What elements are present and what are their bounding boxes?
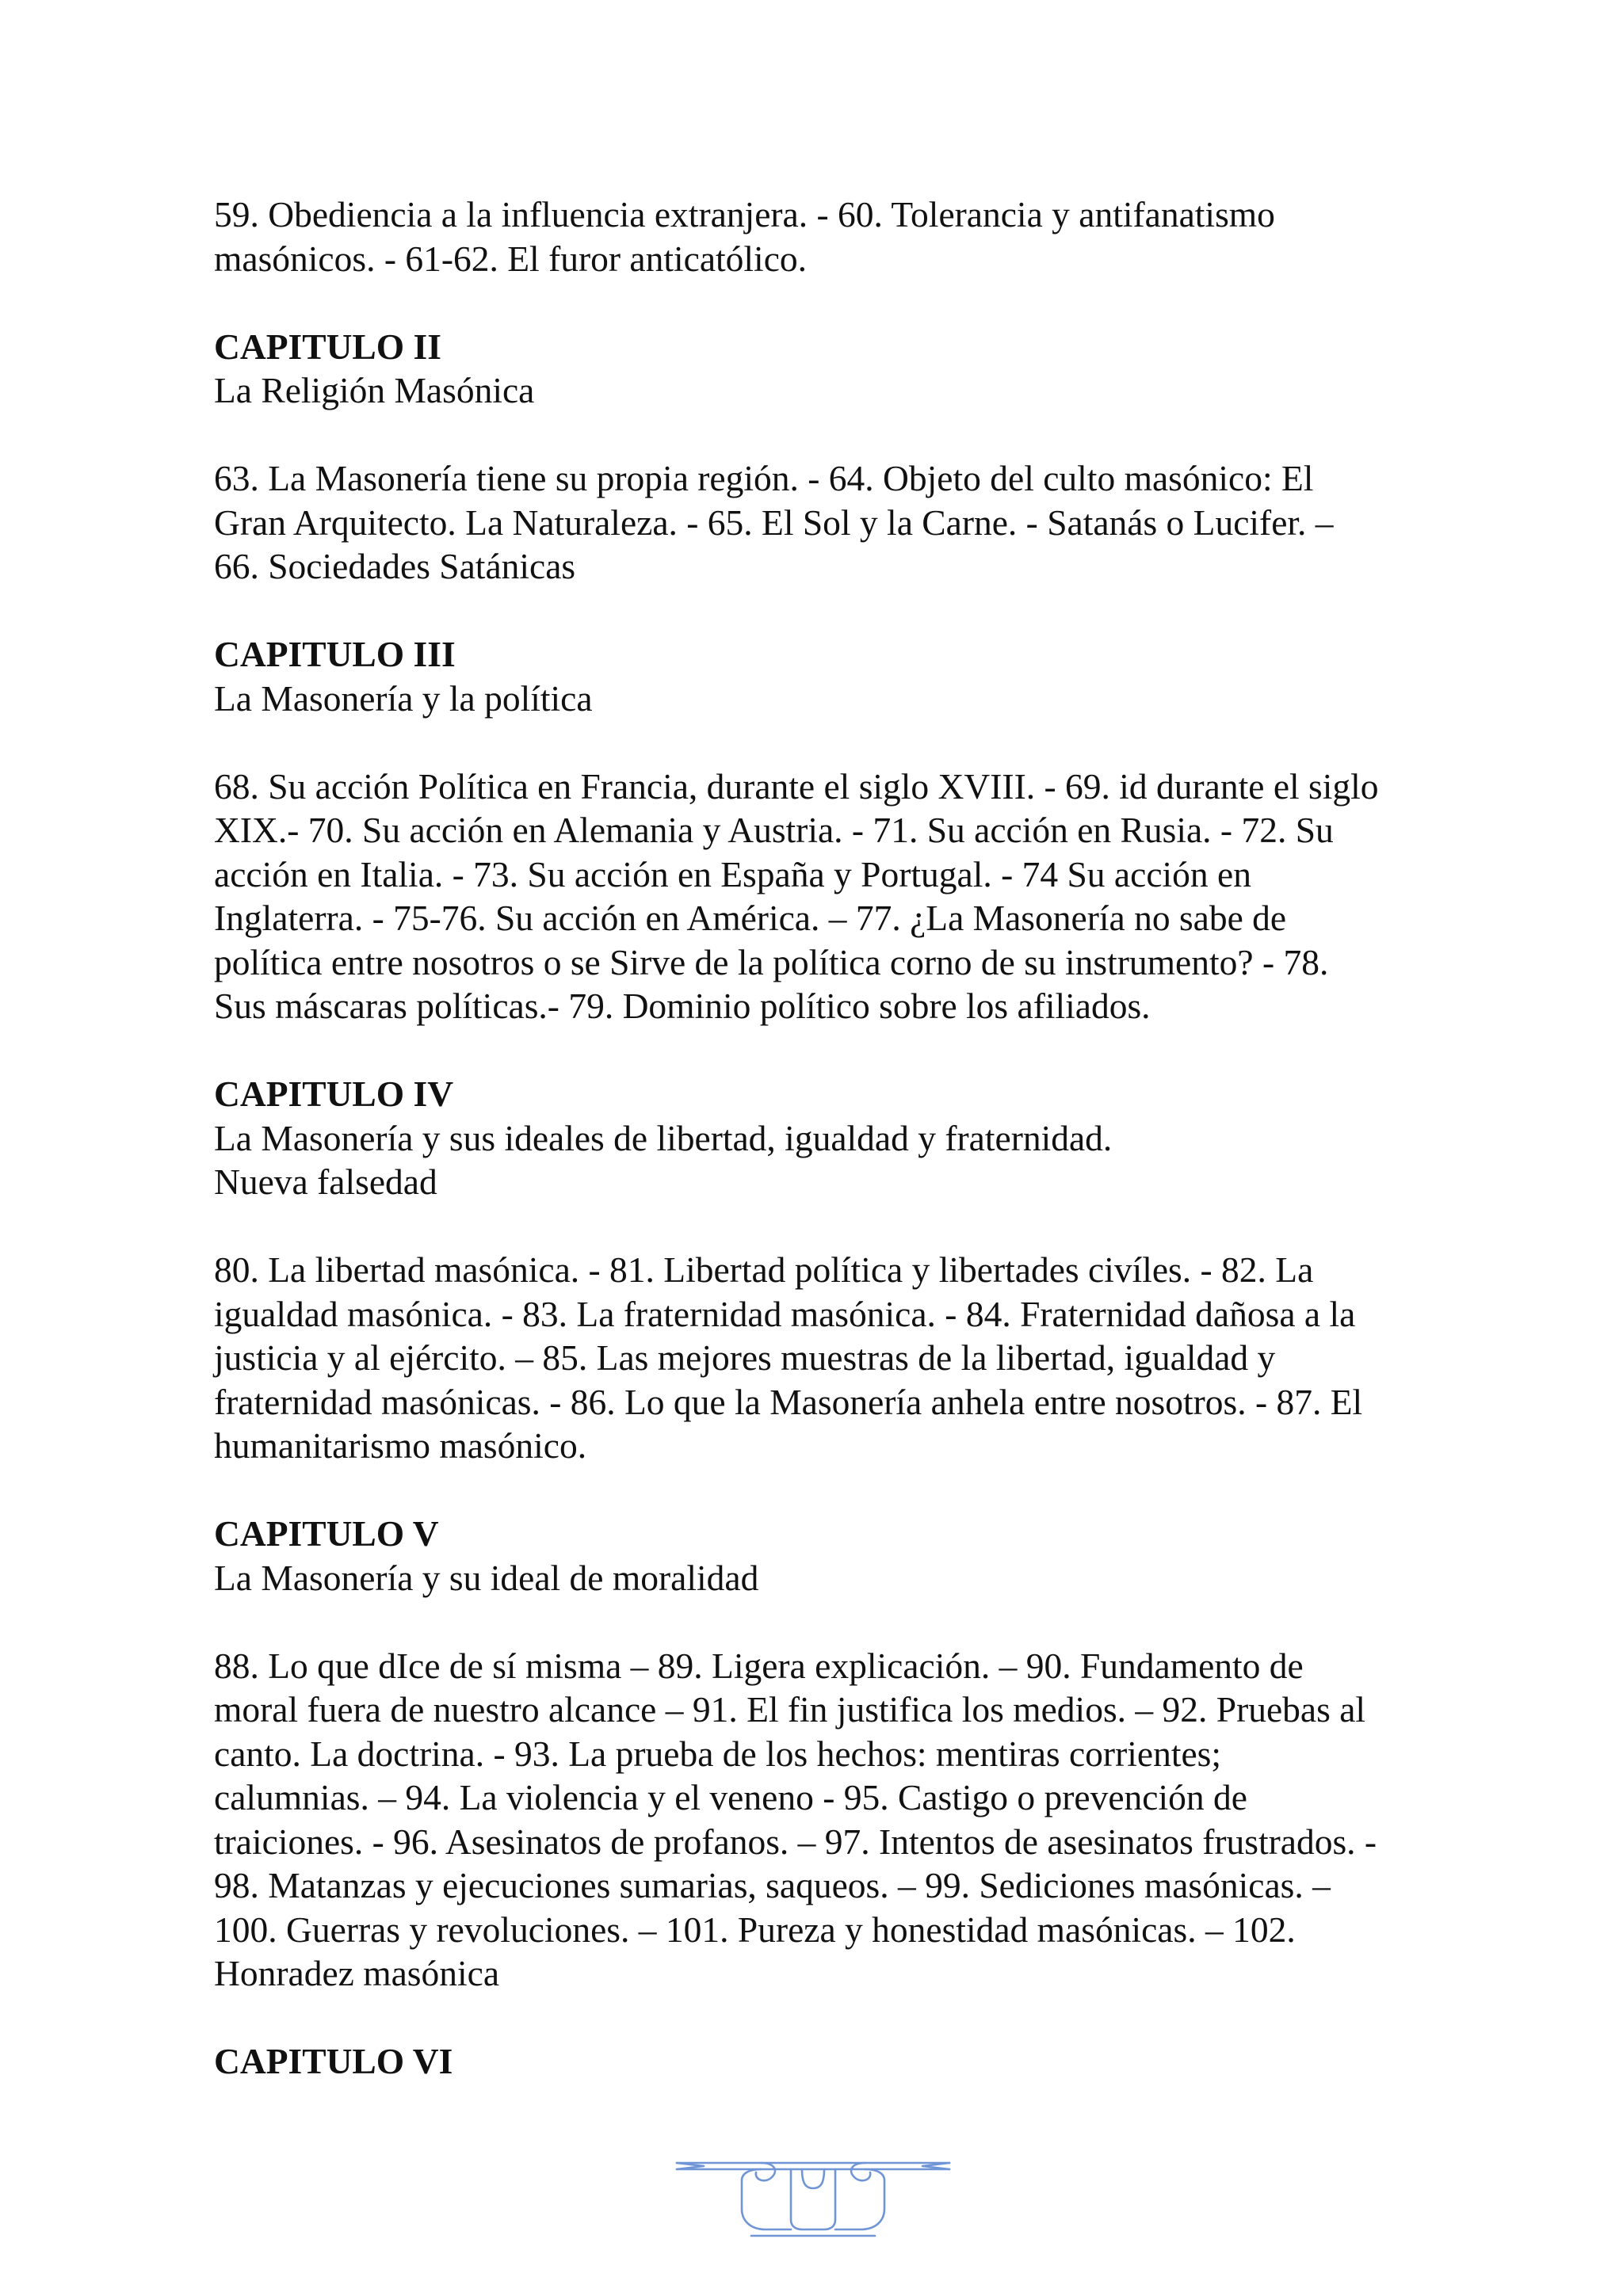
chapter-title: La Masonería y sus ideales de libertad, igualdad y fraternidad. Nueva falsedad bbox=[214, 1117, 1113, 1202]
chapter-heading: CAPITULO III bbox=[214, 634, 456, 674]
chapter-iv bbox=[214, 1072, 1466, 1204]
page-number-scroll-ornament-icon bbox=[672, 2153, 954, 2280]
document-page bbox=[214, 193, 1466, 2127]
intro-paragraph: 59. Obediencia a la influencia extranjera. - 60. Tolerancia y antifanatismo masónicos. - 61-62. El furor anticatólico. bbox=[214, 194, 1275, 279]
chapter-summary: 80. La libertad masónica. - 81. Libertad política y libertades civíles. - 82. La igualdad masónica. - 83. La fraternidad masónica. - 84. Fraternidad dañosa a la justicia y al ejército. – 85. Las mejores muestras de la libertad, igualdad y fraternidad masónicas. - 86. Lo que la Masonería anhela entre nosotros. - 87. El humanitarismo masónico. bbox=[214, 1249, 1363, 1466]
chapter-heading: CAPITULO IV bbox=[214, 1074, 454, 1114]
chapter-title: La Masonería y su ideal de moralidad bbox=[214, 1557, 759, 1598]
chapter-heading: CAPITULO V bbox=[214, 1513, 439, 1554]
chapter-summary: 63. La Masonería tiene su propia región. - 64. Objeto del culto masónico: El Gran Arquitecto. La Naturaleza. - 65. El Sol y la Carne. - Satanás o Lucifer. – 66. Sociedades Satánicas bbox=[214, 458, 1334, 586]
chapter-heading: CAPITULO VI bbox=[214, 2041, 453, 2081]
chapter-title: La Religión Masónica bbox=[214, 370, 535, 410]
chapter-v bbox=[214, 1512, 1466, 1600]
chapter-vi bbox=[214, 2039, 1466, 2084]
chapter-summary: 88. Lo que dIce de sí misma – 89. Ligera explicación. – 90. Fundamento de moral fuera de nuestro alcance – 91. El fin justifica los medios. – 92. Pruebas al canto. La doctrina. - 93. La prueba de los hechos: mentiras corrientes; calumnias. – 94. La violencia y el veneno - 95. Castigo o prevención de traiciones. - 96. Asesinatos de profanos. – 97. Intentos de asesinatos frustrados. - 98. Matanzas y ejecuciones sumarias, saqueos. – 99. Sediciones masónicas. – 100. Guerras y revoluciones. – 101. Pureza y honestidad masónicas. – 102. Honradez masónica bbox=[214, 1645, 1377, 1993]
chapter-title: La Masonería y la política bbox=[214, 677, 593, 719]
chapter-heading: CAPITULO II bbox=[214, 326, 441, 367]
chapter-summary: 68. Su acción Política en Francia, durante el siglo XVIII. - 69. id durante el siglo XIX.- 70. Su acción en Alemania y Austria. - 71. Su acción en Rusia. - 72. Su acción en Italia. - 73. Su acción en España y Portugal. - 74 Su acción en Inglaterra. - 75-76. Su acción en América. – 77. ¿La Masonería no sabe de política entre nosotros o se Sirve de la política corno de su instrumento? - 78. Sus máscaras políticas.- 79. Dominio político sobre los afiliados. bbox=[214, 765, 1379, 1026]
chapter-iii bbox=[214, 632, 1466, 720]
chapter-ii bbox=[214, 325, 1466, 413]
